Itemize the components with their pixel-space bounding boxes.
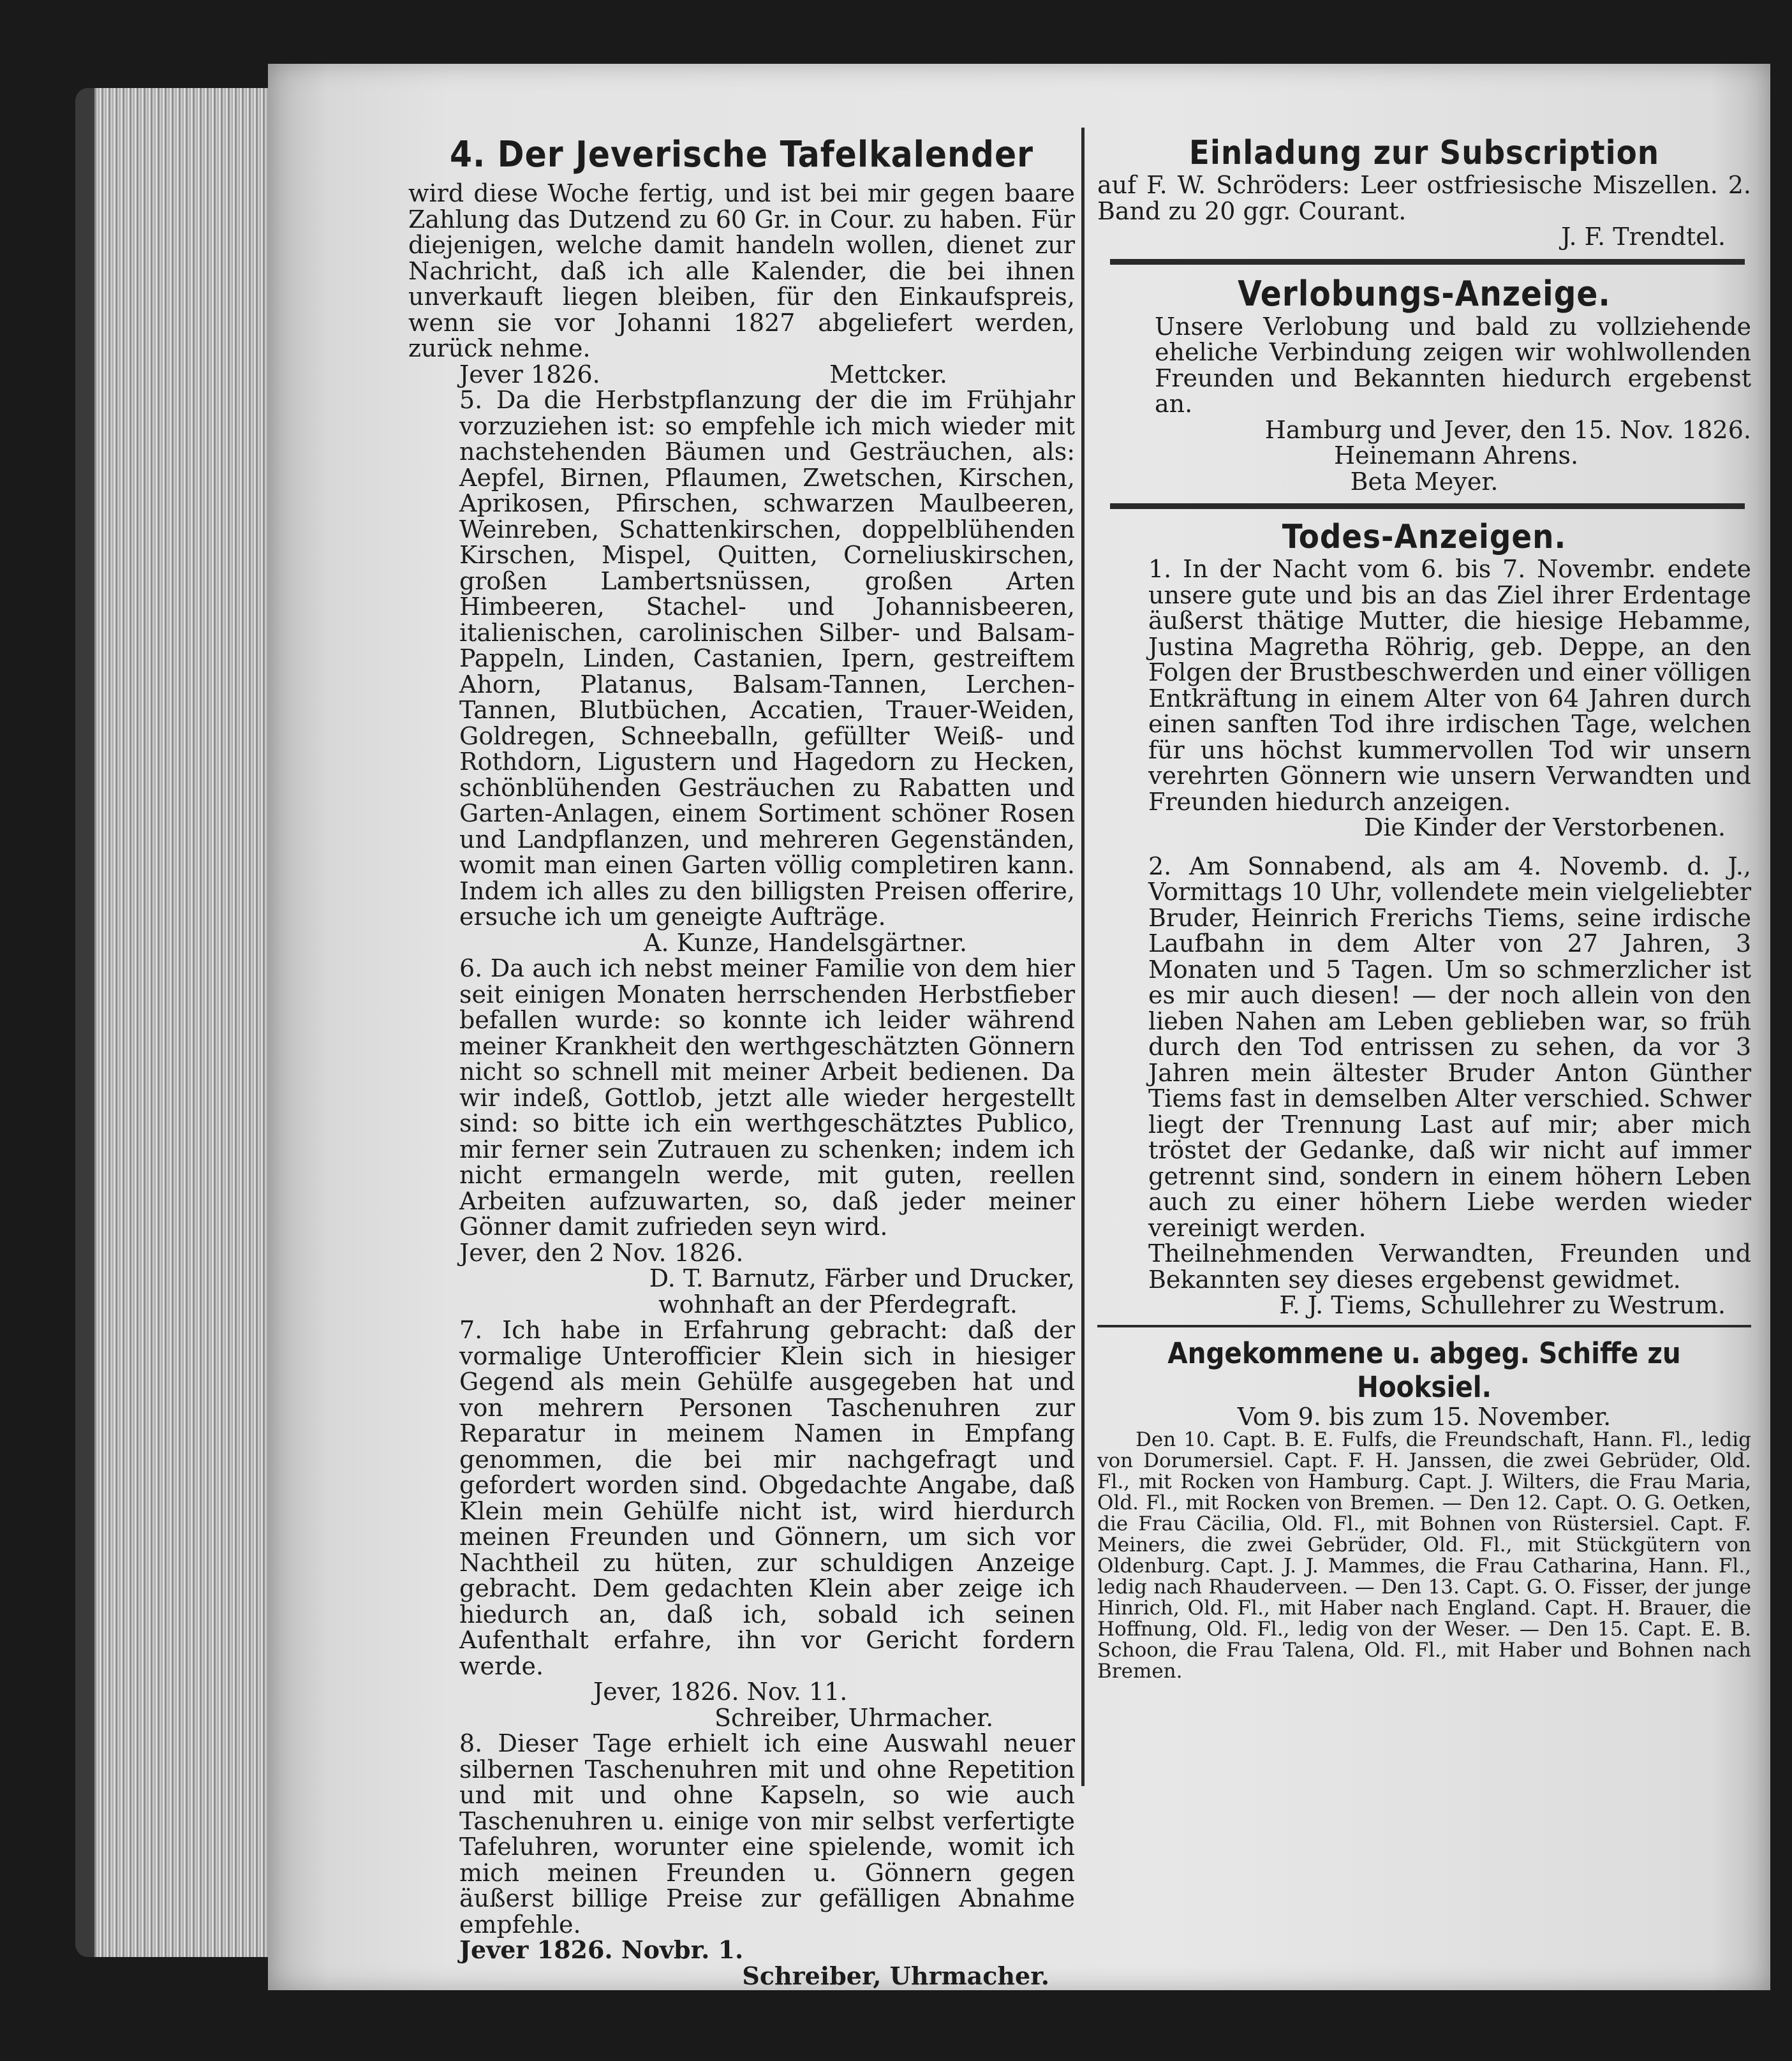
left-column [408,134,1075,1989]
engagement-name-1: Heinemann Ahrens. [1333,441,1579,469]
tafelkalender-heading: 4. Der Jeverische Tafelkalender [450,134,1033,175]
dyer-ad-signer-1: D. T. Barnutz, Färber und Drucker, [649,1264,1075,1292]
subscription-signer: J. F. Trendtel. [1561,223,1726,251]
engagement-name-2: Beta Meyer. [1350,467,1499,496]
column-divider [1081,128,1085,1786]
dyer-ad-signer-2: wohnhaft an der Pferdegraft. [658,1290,1018,1319]
plants-ad-text: 5. Da die Herbstpflanzung der die im Frühjahr vorzuziehen ist: so empfehle ich mich wieder mit nachstehenden Bäumen und Gesträuchen, als: Aepfel, Birnen, Pflaumen, Zwetschen, Kirschen, Aprikosen, Pfirschen, schwarzen Maulbeeren, Weinreben, Schattenkirschen, doppelblühenden Kirschen, Mispel, Quitten, Corneliuskirschen, großen Lambertsnüssen, großen Arten Himbeeren, Stachel- und Johannisbeeren, italienischen, carolinischen Silber- und Balsam-Pappeln, Linden, Castanien, Ipern, gestreiftem Ahorn, Platanus, Balsam-Tannen, Lerchen-Tannen, Blutbüchen, Accatien, Trauer-Weiden, Goldregen, Schneeballn, gefüllter Weiß- und Rothdorn, Ligustern und Hagedorn zu Hecken, schönblühenden Gesträuchen zu Rabatten und Garten-Anlagen, einem Sortiment schöner Rosen und Landpflanzen, und mehreren Gegenständen, womit man einen Garten völlig completiren kann. Indem ich alles zu den billigsten Preisen offerire, ersuche ich um geneigte Aufträge. [459,386,1075,931]
watchmaker-warning-place: Jever, 1826. Nov. 11. [593,1678,848,1706]
tafelkalender-signature [408,362,1075,388]
dyer-ad-place: Jever, den 2 Nov. 1826. [459,1238,744,1267]
book-page-edges [75,88,292,1957]
engagement-text: Unsere Verlobung und bald zu vollziehende eheliche Verbindung zeigen wir wohlwollenden Freunden und Bekannten hiedurch ergebenst an. [1155,312,1751,418]
watches-ad-signer: Schreiber, Uhrmacher. [742,1961,1049,1990]
separator-rule [1097,1325,1751,1327]
newspaper-page [268,64,1770,1990]
death-notice-2-signer: F. J. Tiems, Schullehrer zu Westrum. [1279,1291,1726,1319]
death-notice-1-signer: Die Kinder der Verstorbenen. [1363,813,1726,841]
ships-subheading: Vom 9. bis zum 15. November. [1237,1402,1611,1431]
subscription-text: auf F. W. Schröders: Leer ostfriesische Miszellen. 2. Band zu 20 ggr. Courant. [1097,171,1751,225]
separator-rule [1110,503,1745,509]
watchmaker-warning-signer: Schreiber, Uhrmacher. [715,1703,994,1732]
plants-ad-signer: A. Kunze, Handelsgärtner. [644,928,967,957]
death-notice-2-text: 2. Am Sonnabend, als am 4. Novemb. d. J., Vormittags 10 Uhr, vollendete mein vielgeliebter Bruder, Heinrich Frerichs Tiems, seine irdische Laufbahn in dem Alter von 27 Jahren, 3 Monaten und 5 Tagen. Um so schmerzlicher ist es mir auch diesen! — der noch allein von den lieben Nahen am Leben geblieben war, so früh durch den Tod entrissen zu sehen, da vor 3 Jahren mein ältester Bruder Anton Günther Tiems fast in demselben Alter verschied. Schwer liegt der Trennung Last auf mir; aber mich tröstet der Gedanke, daß wir nicht auf immer getrennt sind, sondern in einem höhern Leben auch zu einer höhern Liebe werden wieder vereinigt werden. [1148,852,1751,1242]
watches-ad-place: Jever 1826. Novbr. 1. [459,1935,744,1964]
deaths-heading: Todes-Anzeigen. [1282,518,1567,556]
tafelkalender-signer: Mettcker. [829,360,947,388]
engagement-place: Hamburg und Jever, den 15. Nov. 1826. [1264,415,1751,444]
subscription-heading: Einladung zur Subscription [1188,134,1660,172]
ships-list-text: Den 10. Capt. B. E. Fulfs, die Freundschaft, Hann. Fl., ledig von Dorumersiel. Capt. F. H. Janssen, die zwei Gebrüder, Old. Fl., mit Rocken von Hamburg. Capt. J. Wilters, die Frau Maria, Old. Fl., mit Rocken von Bremen. — Den 12. Capt. O. G. Oetken, die Frau Cäcilia, Old. Fl., mit Bohnen von Rüstersiel. Capt. F. Meiners, die zwei Gebrüder, Old. Fl., mit Stückgütern von Oldenburg. Capt. J. J. Mammes, die Frau Catharina, Hann. Fl., ledig nach Rhauderveen. — Den 13. Capt. G. O. Fisser, der junge Hinrich, Old. Fl., mit Haber nach England. Capt. H. Brauer, die Hoffnung, Old. Fl., ledig von der Weser. — Den 15. Capt. E. B. Schoon, die Frau Talena, Old. Fl., mit Haber und Bohnen nach Bremen. [1097,1428,1751,1683]
ships-heading: Angekommene u. abgeg. Schiffe zu Hooksiel. [1167,1336,1681,1404]
right-column [1097,134,1751,1682]
death-notice-2-closing: Theilnehmenden Verwandten, Freunden und Bekannten sey dieses ergebenst gewidmet. [1148,1239,1751,1294]
tafelkalender-place: Jever 1826. [459,360,600,388]
separator-rule [1110,259,1745,265]
tafelkalender-text: wird diese Woche fertig, und ist bei mir gegen baare Zahlung das Dutzend zu 60 Gr. in Cour. zu haben. Für diejenigen, welche damit handeln wollen, dienet zur Nachricht, daß ich alle Kalender, die bei ihnen unverkauft liegen bleiben, für den Einkaufspreis, wenn sie vor Johanni 1827 abgeliefert werden, zurück nehme. [408,179,1075,362]
death-notice-1-text: 1. In der Nacht vom 6. bis 7. Novembr. endete unsere gute und bis an das Ziel ihrer Erdentage äußerst thätige Mutter, die hiesige Hebamme, Justina Magretha Röhrig, geb. Deppe, an den Folgen der Brustbeschwerden und einer völligen Entkräftung in einem Alter von 64 Jahren durch einen sanften Tod ihre irdischen Tage, welchen für uns höchst kummervollen Tod wir unsern verehrten Gönnern wie unsern Verwandten und Freunden hiedurch anzeigen. [1148,555,1751,816]
dyer-ad-text: 6. Da auch ich nebst meiner Familie von dem hier seit einigen Monaten herrschenden Herbstfieber befallen wurde: so konnte ich leider während meiner Krankheit den werthgeschätzten Gönnern nicht so schnell mit meiner Arbeit bedienen. Da wir indeß, Gottlob, jetzt alle wieder hergestellt sind: so bitte ich ein werthgeschätztes Publico, mir ferner sein Zutrauen zu schenken; indem ich nicht ermangeln werde, mit guten, reellen Arbeiten aufzuwarten, so, daß jeder meiner Gönner damit zufrieden seyn wird. [459,954,1075,1241]
watches-ad-text: 8. Dieser Tage erhielt ich eine Auswahl neuer silbernen Taschenuhren mit und ohne Repetition und mit und ohne Kapseln, so wie auch Taschenuhren u. einige von mir selbst verfertigte Tafeluhren, worunter eine spielende, womit ich mich meinen Freunden u. Gönnern gegen äußerst billige Preise zur gefälligen Abnahme empfehle. [459,1729,1075,1939]
engagement-heading: Verlobungs-Anzeige. [1238,273,1611,314]
watchmaker-warning-text: 7. Ich habe in Erfahrung gebracht: daß der vormalige Unterofficier Klein sich in hiesiger Gegend als mein Gehülfe ausgegeben hat und von mehrern Personen Taschenuhren zur Reparatur in meinem Namen in Empfang genommen, die bei mir nachgefragt und gefordert worden sind. Obgedachte Angabe, daß Klein mein Gehülfe nicht ist, wird hierdurch meinen Freunden und Gönnern, um sich vor Nachtheil zu hüten, zur schuldigen Anzeige gebracht. Dem gedachten Klein aber zeige ich hiedurch an, daß ich, sobald ich seinen Aufenthalt erfahre, ihn vor Gericht fordern werde. [459,1316,1075,1680]
